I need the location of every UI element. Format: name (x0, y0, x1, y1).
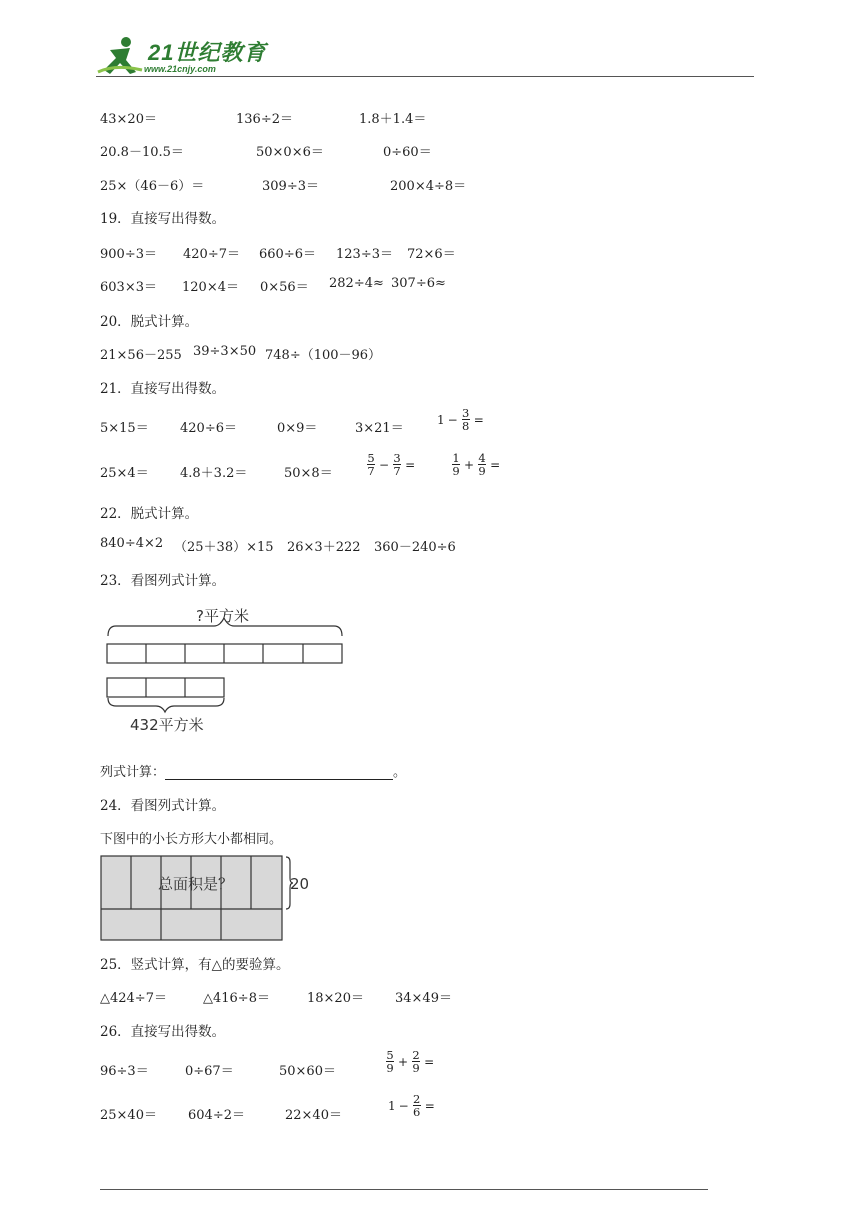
expression: 0×56＝ (260, 280, 309, 295)
rectangle-diagram (98, 852, 318, 944)
fraction-expression: $\frac{5}{7}$ − $\frac{3}{7}$ = (367, 451, 416, 478)
expression: △424÷7＝ (100, 991, 167, 1006)
expression: 3×21＝ (355, 421, 404, 436)
expression: 200×4÷8＝ (390, 179, 467, 194)
expression: 5×15＝ (100, 421, 149, 436)
answer-blank[interactable] (165, 767, 393, 780)
expression: 282÷4≈ (329, 276, 384, 291)
expression: 43×20＝ (100, 112, 157, 127)
fraction-expression: 1 − $\frac{2}{6}$ = (388, 1092, 435, 1119)
answer-line: 列式计算： 。 (100, 765, 407, 780)
question-title: 20．脱式计算。 (100, 314, 199, 330)
expression: 0×9＝ (277, 421, 318, 436)
logo-text: 21世纪教育 (148, 40, 267, 65)
expression: 603×3＝ (100, 280, 157, 295)
expression: 748÷（100－96） (265, 348, 382, 363)
expression: 50×8＝ (284, 466, 333, 481)
expression: 360－240÷6 (374, 540, 456, 555)
expression: 34×49＝ (395, 991, 452, 1006)
expression: 26×3＋222 (287, 540, 361, 555)
question-title: 26．直接写出得数。 (100, 1024, 226, 1040)
expression: △416÷8＝ (203, 991, 270, 1006)
fraction-expression: $\frac{1}{9}$ + $\frac{4}{9}$ = (452, 451, 501, 478)
expression: 25×40＝ (100, 1108, 157, 1123)
top-area-label: ?平方米 (196, 607, 249, 625)
expression: 50×0×6＝ (256, 145, 324, 160)
fraction-expression: 1 − $\frac{3}{8}$ = (437, 406, 484, 433)
side-length-label: 20 (290, 875, 310, 893)
expression: 307÷6≈ (391, 276, 446, 291)
bar-diagram (100, 600, 350, 740)
expression: 0÷60＝ (383, 145, 432, 160)
runner-logo-icon (96, 34, 146, 76)
expression: 840÷4×2 (100, 536, 164, 551)
footer-divider (100, 1189, 708, 1190)
expression: 22×40＝ (285, 1108, 342, 1123)
expression: 120×4＝ (182, 280, 239, 295)
question-title: 25．竖式计算，有△的要验算。 (100, 957, 290, 973)
expression: 1.8＋1.4＝ (359, 112, 427, 127)
expression: 96÷3＝ (100, 1064, 149, 1079)
fraction-expression: $\frac{5}{9}$ + $\frac{2}{9}$ = (386, 1048, 435, 1075)
logo (96, 34, 296, 78)
expression: 123÷3＝ (336, 247, 393, 262)
expression: 18×20＝ (307, 991, 364, 1006)
expression: 420÷6＝ (180, 421, 237, 436)
expression: 21×56－255 (100, 348, 182, 363)
expression: 25×（46－6）＝ (100, 179, 205, 194)
question-description: 下图中的小长方形大小都相同。 (100, 832, 283, 847)
total-area-label: 总面积是？ (158, 875, 234, 893)
question-title: 21．直接写出得数。 (100, 381, 226, 397)
expression: 900÷3＝ (100, 247, 157, 262)
expression: 39÷3×50 (193, 344, 257, 359)
expression: 4.8＋3.2＝ (180, 466, 248, 481)
expression: 420÷7＝ (183, 247, 240, 262)
question-title: 19．直接写出得数。 (100, 211, 226, 227)
expression: 604÷2＝ (188, 1108, 245, 1123)
header-divider (96, 76, 754, 77)
question-title: 22．脱式计算。 (100, 506, 199, 522)
bottom-area-label: 432平方米 (130, 716, 204, 734)
expression: 0÷67＝ (185, 1064, 234, 1079)
answer-label: 列式计算： (100, 765, 166, 780)
question-title: 23．看图列式计算。 (100, 573, 226, 589)
expression: 660÷6＝ (259, 247, 316, 262)
expression: （25＋38）×15 (174, 540, 274, 555)
expression: 50×60＝ (279, 1064, 336, 1079)
expression: 20.8－10.5＝ (100, 145, 184, 160)
expression: 136÷2＝ (236, 112, 293, 127)
expression: 25×4＝ (100, 466, 149, 481)
logo-url: www.21cnjy.com (144, 64, 216, 74)
expression: 309÷3＝ (262, 179, 319, 194)
expression: 72×6＝ (407, 247, 456, 262)
question-title: 24．看图列式计算。 (100, 798, 226, 814)
